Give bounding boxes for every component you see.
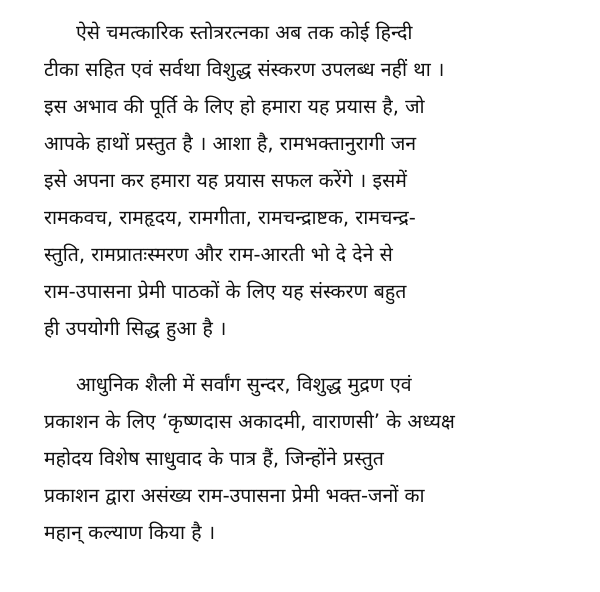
text-line: स्तुति, रामप्रातःस्मरण और राम-आरती भो दे देने से [44, 243, 393, 266]
text-line: इसे अपना कर हमारा यह प्रयास सफल करेंगे । इसमें [44, 169, 407, 192]
paragraph-1 [44, 14, 584, 347]
text-line: प्रकाशन के लिए ‘कृष्णदास अकादमी, वाराणसी’ के अध्यक्ष [44, 410, 455, 433]
paragraph-2 [44, 366, 584, 551]
text-line: टीका सहित एवं सर्वथा विशुद्ध संस्करण उपलब्ध नहीं था । [44, 58, 445, 81]
text-line: महोदय विशेष साधुवाद के पात्र हैं, जिन्होंने प्रस्तुत [44, 447, 384, 470]
text-line: रामकवच, रामहृदय, रामगीता, रामचन्द्राष्टक, रामचन्द्र- [44, 206, 416, 229]
text-line: महान् कल्याण किया है । [44, 521, 216, 544]
text-line: ऐसे चमत्कारिक स्तोत्ररत्नका अब तक कोई हिन्दी [76, 21, 413, 44]
text-line: आपके हाथों प्रस्तुत है । आशा है, रामभक्तानुरागी जन [44, 132, 417, 155]
text-line: ही उपयोगी सिद्ध हुआ है । [44, 317, 227, 340]
text-line: राम-उपासना प्रेमी पाठकों के लिए यह संस्करण बहुत [44, 280, 407, 303]
text-line: इस अभाव की पूर्ति के लिए हो हमारा यह प्रयास है, जो [44, 95, 425, 118]
text-line: आधुनिक शैली में सर्वांग सुन्दर, विशुद्ध मुद्रण एवं [76, 373, 412, 396]
text-line: प्रकाशन द्वारा असंख्य राम-उपासना प्रेमी भक्त-जनों का [44, 484, 425, 507]
